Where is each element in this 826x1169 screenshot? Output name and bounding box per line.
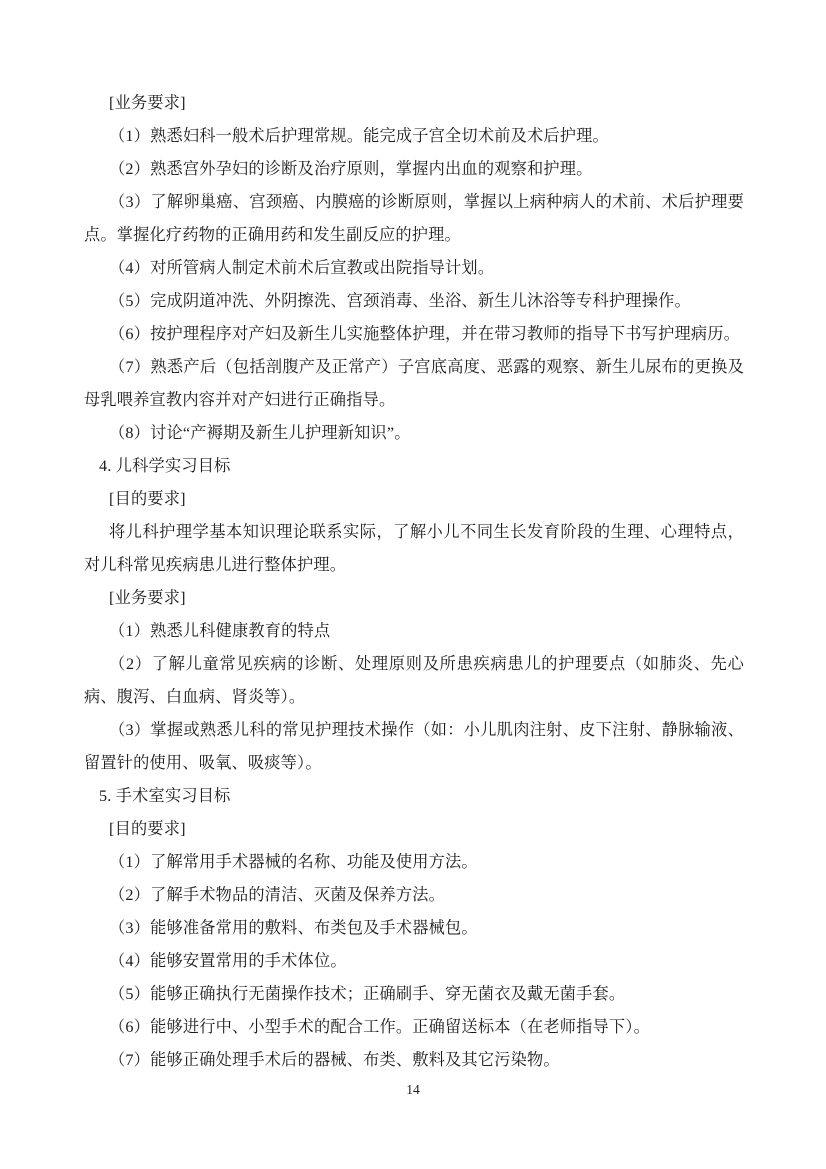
text-line: [业务要求] <box>109 589 186 607</box>
page-number: 14 <box>406 1082 420 1097</box>
text-line: （1）了解常用手术器械的名称、功能及使用方法。 <box>109 853 478 871</box>
text-line: 母乳喂养宣教内容并对产妇进行正确指导。 <box>84 391 396 409</box>
text-line: （5）能够正确执行无菌操作技术；正确刷手、穿无菌衣及戴无菌手套。 <box>109 985 626 1003</box>
text-line: 将儿科护理学基本知识理论联系实际，了解小儿不同生长发育阶段的生理、心理特点， <box>109 523 744 541</box>
text-line: 5. 手术室实习目标 <box>99 787 231 805</box>
text-line: （8）讨论“产褥期及新生儿护理新知识”。 <box>109 424 411 442</box>
text-line: （1）熟悉儿科健康教育的特点 <box>109 622 331 640</box>
text-line: [目的要求] <box>109 820 186 838</box>
text-line: 点。掌握化疗药物的正确用药和发生副反应的护理。 <box>84 226 461 244</box>
text-line: [目的要求] <box>109 490 186 508</box>
text-line: （6）能够进行中、小型手术的配合工作。正确留送标本（在老师指导下）。 <box>109 1018 650 1036</box>
text-line: （2）了解手术物品的清洁、灭菌及保养方法。 <box>109 886 446 904</box>
text-line: （2）了解儿童常见疾病的诊断、处理原则及所患疾病患儿的护理要点（如肺炎、先心 <box>109 655 744 673</box>
text-line: （4）能够安置常用的手术体位。 <box>109 952 347 970</box>
text-line: （6）按护理程序对产妇及新生儿实施整体护理，并在带习教师的指导下书写护理病历。 <box>109 325 741 343</box>
text-line: （7）熟悉产后（包括剖腹产及正常产）子宫底高度、恶露的观察、新生儿尿布的更换及 <box>109 358 744 376</box>
text-line: （5）完成阴道冲洗、外阴擦洗、宫颈消毒、坐浴、新生儿沐浴等专科护理操作。 <box>109 292 691 310</box>
text-line: （7）能够正确处理手术后的器械、布类、敷料及其它污染物。 <box>109 1051 560 1069</box>
text-line: （3）了解卵巢癌、宫颈癌、内膜癌的诊断原则，掌握以上病种病人的术前、术后护理要 <box>109 193 744 211</box>
text-line: 留置针的使用、吸氧、吸痰等）。 <box>84 754 322 772</box>
text-line: 对儿科常见疾病患儿进行整体护理。 <box>84 556 347 574</box>
document-body <box>84 87 744 1077</box>
text-line: 病、腹泻、白血病、肾炎等）。 <box>84 688 306 706</box>
text-line: 4. 儿科学实习目标 <box>99 457 231 475</box>
text-line: （2）熟悉宫外孕妇的诊断及治疗原则，掌握内出血的观察和护理。 <box>109 160 593 178</box>
text-line: [业务要求] <box>109 94 186 112</box>
text-line: （3）能够准备常用的敷料、布类包及手术器械包。 <box>109 919 478 937</box>
text-line: （1）熟悉妇科一般术后护理常规。能完成子宫全切术前及术后护理。 <box>109 127 609 145</box>
text-line: （3）掌握或熟悉儿科的常见护理技术操作（如：小儿肌肉注射、皮下注射、静脉输液、 <box>109 721 744 739</box>
text-line: （4）对所管病人制定术前术后宣教或出院指导计划。 <box>109 259 495 277</box>
